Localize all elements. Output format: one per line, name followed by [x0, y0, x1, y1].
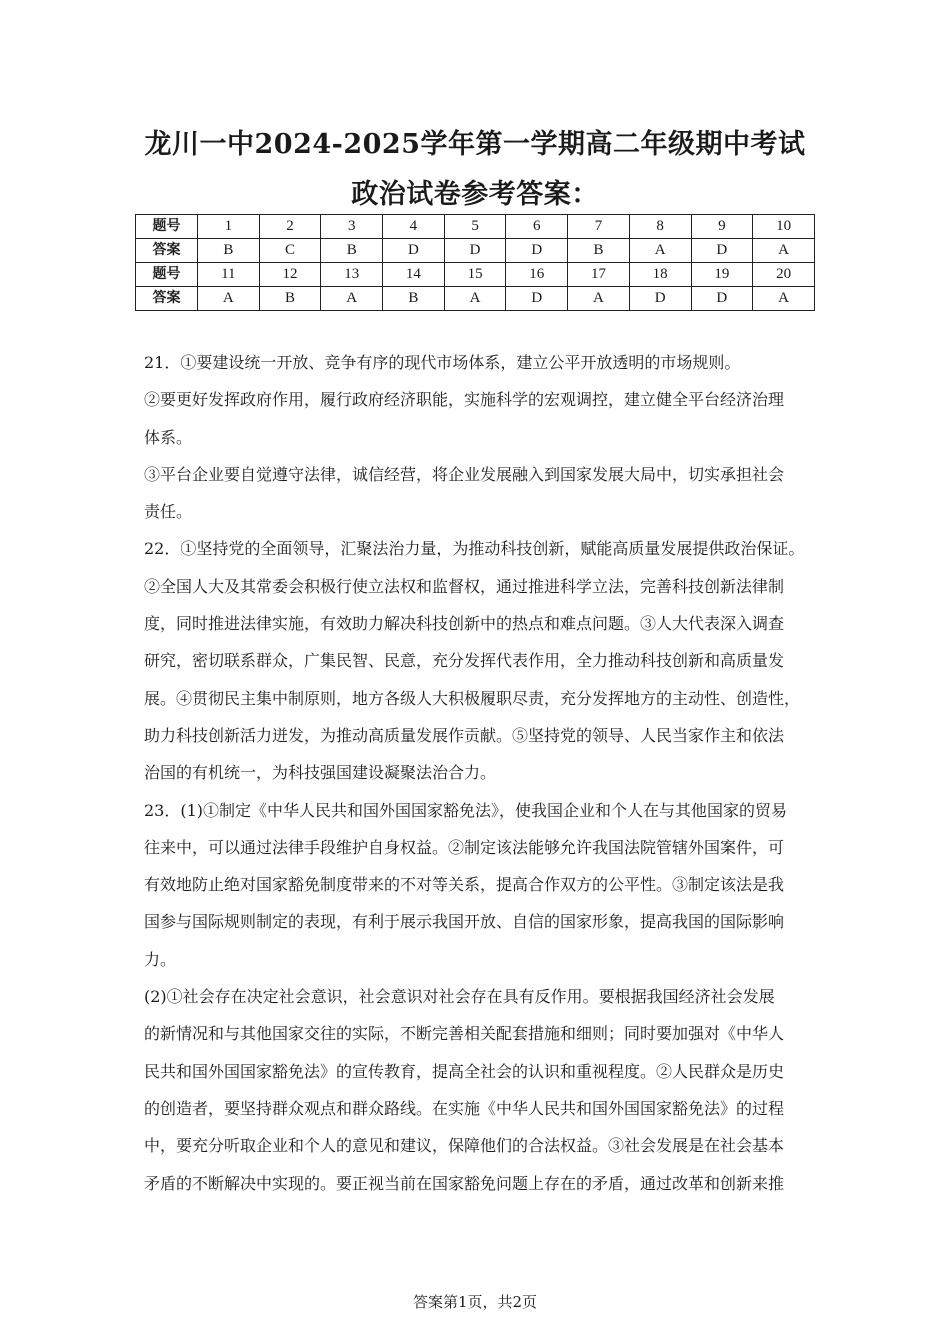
table-cell: A: [321, 287, 383, 311]
answer-line: 的新情况和与其他国家交往的实际，不断完善相关配套措施和细则；同时要加强对《中华人: [144, 1024, 785, 1044]
table-cell: 6: [506, 215, 568, 239]
answer-line: 往来中，可以通过法律手段维护自身权益。②制定该法能够允许我国法院管辖外国案件，可: [144, 837, 785, 857]
answer-line: 国参与国际规则制定的表现，有利于展示我国开放、自信的国家形象，提高我国的国际影响: [144, 912, 785, 932]
table-cell: 7: [568, 215, 630, 239]
table-cell: D: [691, 239, 753, 263]
answer-line: 研究，密切联系群众，广集民智、民意，充分发挥代表作用，全力推动科技创新和高质量发: [144, 651, 785, 671]
answer-line: 23．(1)①制定《中华人民共和国外国国家豁免法》，使我国企业和个人在与其他国家的贸易: [144, 800, 788, 820]
answer-line: ②全国人大及其常委会积极行使立法权和监督权，通过推进科学立法，完善科技创新法律制: [144, 576, 785, 596]
answer-23-1: [144, 792, 809, 978]
table-cell: D: [629, 287, 691, 311]
table-cell: A: [629, 239, 691, 263]
table-cell: B: [259, 287, 321, 311]
table-cell: 12: [259, 263, 321, 287]
answer-line: 有效地防止绝对国家豁免制度带来的不对等关系，提高合作双方的公平性。③制定该法是我: [144, 875, 785, 895]
table-row: [136, 239, 815, 263]
page-subtitle: 政治试卷参考答案：: [351, 179, 599, 210]
row-label: 答案: [136, 239, 198, 263]
table-cell: B: [321, 239, 383, 263]
table-cell: A: [568, 287, 630, 311]
table-cell: 2: [259, 215, 321, 239]
table-cell: 18: [629, 263, 691, 287]
table-cell: 19: [691, 263, 753, 287]
table-cell: 17: [568, 263, 630, 287]
table-cell: A: [753, 239, 815, 263]
row-label: 题号: [136, 263, 198, 287]
page-footer: 答案第1页，共2页: [412, 1293, 538, 1311]
answer-line: 21．①要建设统一开放、竞争有序的现代市场体系，建立公平开放透明的市场规则。: [144, 353, 741, 372]
answer-line: 助力科技创新活力迸发，为推动高质量发展作贡献。⑤坚持党的领导、人民当家作主和依法: [144, 725, 785, 745]
answer-line: 力。: [144, 949, 177, 969]
table-cell: B: [198, 239, 260, 263]
table-cell: 20: [753, 263, 815, 287]
answer-line: 展。④贯彻民主集中制原则，地方各级人大积极履职尽责，充分发挥地方的主动性、创造性，: [144, 688, 801, 708]
answer-line: 度，同时推进法律实施，有效助力解决科技创新中的热点和难点问题。③人大代表深入调查: [144, 614, 785, 634]
table-cell: B: [568, 239, 630, 263]
table-cell: 5: [444, 215, 506, 239]
answer-line: 的创造者，要坚持群众观点和群众路线。在实施《中华人民共和国外国国家豁免法》的过程: [144, 1098, 785, 1118]
answer-line: (2)①社会存在决定社会意识，社会意识对社会存在具有反作用。要根据我国经济社会发展: [144, 987, 775, 1007]
table-cell: 16: [506, 263, 568, 287]
table-cell: 15: [444, 263, 506, 287]
table-cell: C: [259, 239, 321, 263]
answer-line: 矛盾的不断解决中实现的。要正视当前在国家豁免问题上存在的矛盾，通过改革和创新来推: [144, 1173, 785, 1193]
table-cell: A: [753, 287, 815, 311]
table-row: [136, 287, 815, 311]
answer-line: ③平台企业要自觉遵守法律，诚信经营，将企业发展融入到国家发展大局中，切实承担社会: [144, 464, 785, 484]
table-cell: 4: [383, 215, 445, 239]
answer-line: 22．①坚持党的全面领导，汇聚法治力量，为推动科技创新，赋能高质量发展提供政治保证。: [144, 539, 805, 559]
table-cell: A: [444, 287, 506, 311]
table-cell: 13: [321, 263, 383, 287]
answer-line: ②要更好发挥政府作用，履行政府经济职能，实施科学的宏观调控，建立健全平台经济治理: [144, 390, 785, 410]
answer-23-2: [144, 978, 809, 1202]
table-row: [136, 263, 815, 287]
answer-body: [144, 344, 809, 1202]
table-cell: 14: [383, 263, 445, 287]
table-cell: 3: [321, 215, 383, 239]
table-cell: 1: [198, 215, 260, 239]
answer-22: [144, 530, 809, 791]
table-cell: B: [383, 287, 445, 311]
row-label: 答案: [136, 287, 198, 311]
answer-line: 体系。: [144, 427, 193, 447]
table-cell: 9: [691, 215, 753, 239]
answer-21: [144, 344, 809, 530]
answer-line: 治国的有机统一，为科技强国建设凝聚法治合力。: [144, 763, 497, 783]
row-label: 题号: [136, 215, 198, 239]
table-cell: D: [506, 239, 568, 263]
table-cell: A: [198, 287, 260, 311]
answer-line: 中，要充分听取企业和个人的意见和建议，保障他们的合法权益。③社会发展是在社会基本: [144, 1136, 785, 1156]
table-cell: 11: [198, 263, 260, 287]
answer-line: 民共和国外国国家豁免法》的宣传教育，提高全社会的认识和重视程度。②人民群众是历史: [144, 1061, 785, 1081]
answer-table: [135, 214, 815, 311]
table-cell: D: [444, 239, 506, 263]
table-row: [136, 215, 815, 239]
table-cell: 10: [753, 215, 815, 239]
table-cell: D: [691, 287, 753, 311]
table-cell: D: [506, 287, 568, 311]
table-cell: D: [383, 239, 445, 263]
page-title: 龙川一中2024-2025学年第一学期高二年级期中考试: [144, 129, 806, 160]
answer-line: 责任。: [144, 502, 193, 522]
table-cell: 8: [629, 215, 691, 239]
